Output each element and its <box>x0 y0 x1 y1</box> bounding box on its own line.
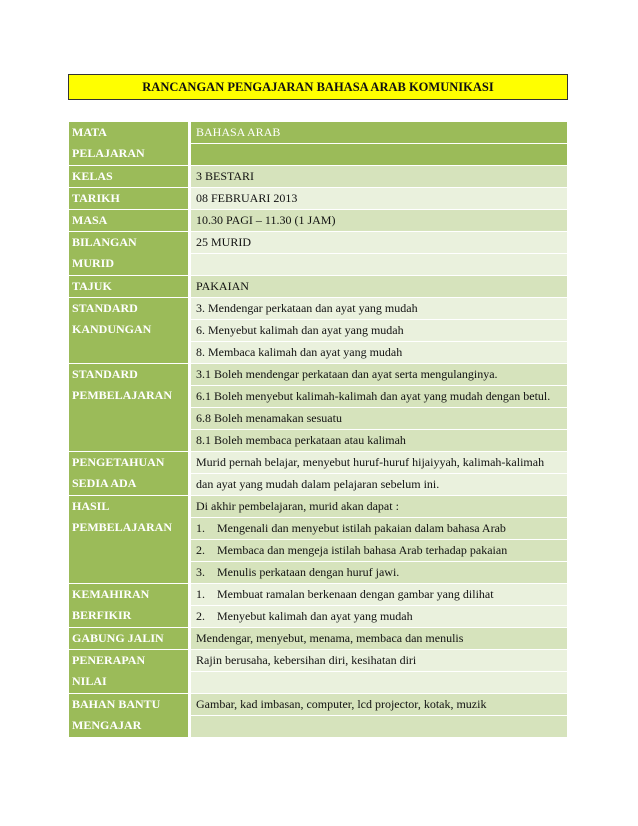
row-value-line: 3 BESTARI <box>191 166 567 187</box>
row-value-cell <box>190 496 568 584</box>
row-value-cell <box>190 628 568 650</box>
table-row <box>69 650 568 694</box>
list-number: 1. <box>196 521 205 535</box>
row-value-line: 25 MURID <box>191 232 567 254</box>
lesson-plan-table <box>68 121 568 738</box>
row-value-line: 8. Membaca kalimah dan ayat yang mudah <box>191 342 567 363</box>
row-value-cell <box>190 694 568 738</box>
row-label-cell <box>69 496 190 584</box>
row-value-line: 3.1 Boleh mendengar perkataan dan ayat serta mengulanginya. <box>191 364 567 386</box>
table-row <box>69 166 568 188</box>
row-value-line <box>191 562 567 583</box>
table-row <box>69 452 568 496</box>
row-value-line: 6.1 Boleh menyebut kalimah-kalimah dan ayat yang mudah dengan betul. <box>191 386 567 408</box>
row-label: KELAS <box>72 169 113 183</box>
row-label-cell <box>69 628 190 650</box>
table-row <box>69 298 568 364</box>
row-label: MASA <box>72 213 108 227</box>
table-row <box>69 210 568 232</box>
row-label-cell <box>69 584 190 628</box>
row-label-cell <box>69 188 190 210</box>
row-value-cell <box>190 650 568 694</box>
row-value-line: 8.1 Boleh membaca perkataan atau kalimah <box>191 430 567 451</box>
row-value-line <box>191 584 567 606</box>
table-row <box>69 694 568 738</box>
row-label: BILANGAN MURID <box>72 235 137 270</box>
row-label: GABUNG JALIN <box>72 631 164 645</box>
list-number: 1. <box>196 587 205 601</box>
row-label-cell <box>69 650 190 694</box>
row-label-cell <box>69 232 190 276</box>
row-label: MATA PELAJARAN <box>72 125 145 160</box>
table-row <box>69 232 568 276</box>
row-value-cell <box>190 166 568 188</box>
row-value-line: PAKAIAN <box>191 276 567 297</box>
row-label-cell <box>69 210 190 232</box>
list-text: Menyebut kalimah dan ayat yang mudah <box>214 609 413 623</box>
row-value-line <box>191 716 567 737</box>
table-row <box>69 122 568 166</box>
row-value-line: Di akhir pembelajaran, murid akan dapat : <box>191 496 567 518</box>
row-label-cell <box>69 364 190 452</box>
row-value-cell <box>190 232 568 276</box>
list-text: Mengenali dan menyebut istilah pakaian dalam bahasa Arab <box>214 521 506 535</box>
row-label-cell <box>69 166 190 188</box>
table-row <box>69 188 568 210</box>
table-row <box>69 584 568 628</box>
row-label: TARIKH <box>72 191 120 205</box>
list-text: Membuat ramalan berkenaan dengan gambar yang dilihat <box>214 587 494 601</box>
row-value-line <box>191 540 567 562</box>
table-row <box>69 276 568 298</box>
document-title: RANCANGAN PENGAJARAN BAHASA ARAB KOMUNIKASI <box>68 74 568 100</box>
row-value-line: 08 FEBRUARI 2013 <box>191 188 567 209</box>
row-value-line: Mendengar, menyebut, menama, membaca dan menulis <box>191 628 567 649</box>
list-number: 2. <box>196 543 205 557</box>
row-value-cell <box>190 364 568 452</box>
row-value-line: BAHASA ARAB <box>191 122 567 144</box>
row-label: PENERAPAN NILAI <box>72 653 146 688</box>
row-value-line: Rajin berusaha, kebersihan diri, kesihatan diri <box>191 650 567 672</box>
row-label: STANDARD PEMBELAJARAN <box>72 367 173 402</box>
row-label: BAHAN BANTU MENGAJAR <box>72 697 161 732</box>
row-label-cell <box>69 694 190 738</box>
row-value-cell <box>190 452 568 496</box>
row-value-line: Gambar, kad imbasan, computer, lcd projector, kotak, muzik <box>191 694 567 716</box>
row-value-cell <box>190 584 568 628</box>
row-value-line <box>191 144 567 165</box>
row-value-line: dan ayat yang mudah dalam pelajaran sebelum ini. <box>191 474 567 495</box>
table-row <box>69 496 568 584</box>
row-label-cell <box>69 452 190 496</box>
row-value-cell <box>190 298 568 364</box>
row-label-cell <box>69 298 190 364</box>
list-text: Menulis perkataan dengan huruf jawi. <box>214 565 400 579</box>
list-number: 2. <box>196 609 205 623</box>
row-value-cell <box>190 188 568 210</box>
row-label: HASIL PEMBELAJARAN <box>72 499 173 534</box>
row-value-line: 6. Menyebut kalimah dan ayat yang mudah <box>191 320 567 342</box>
row-value-cell <box>190 276 568 298</box>
list-text: Membaca dan mengeja istilah bahasa Arab terhadap pakaian <box>214 543 508 557</box>
row-value-line: 3. Mendengar perkataan dan ayat yang mudah <box>191 298 567 320</box>
row-label-cell <box>69 276 190 298</box>
row-value-line <box>191 254 567 275</box>
row-value-cell <box>190 210 568 232</box>
table-row <box>69 364 568 452</box>
list-number: 3. <box>196 565 205 579</box>
row-value-line <box>191 518 567 540</box>
row-value-line <box>191 606 567 627</box>
table-row <box>69 628 568 650</box>
row-value-line: 10.30 PAGI – 11.30 (1 JAM) <box>191 210 567 231</box>
row-label: STANDARD KANDUNGAN <box>72 301 152 336</box>
row-label: KEMAHIRAN BERFIKIR <box>72 587 150 622</box>
row-value-line: 6.8 Boleh menamakan sesuatu <box>191 408 567 430</box>
row-value-line: Murid pernah belajar, menyebut huruf-huruf hijaiyyah, kalimah-kalimah <box>191 452 567 474</box>
row-label: TAJUK <box>72 279 112 293</box>
row-value-line <box>191 672 567 693</box>
row-label-cell <box>69 122 190 166</box>
row-value-cell <box>190 122 568 166</box>
row-label: PENGETAHUAN SEDIA ADA <box>72 455 165 490</box>
